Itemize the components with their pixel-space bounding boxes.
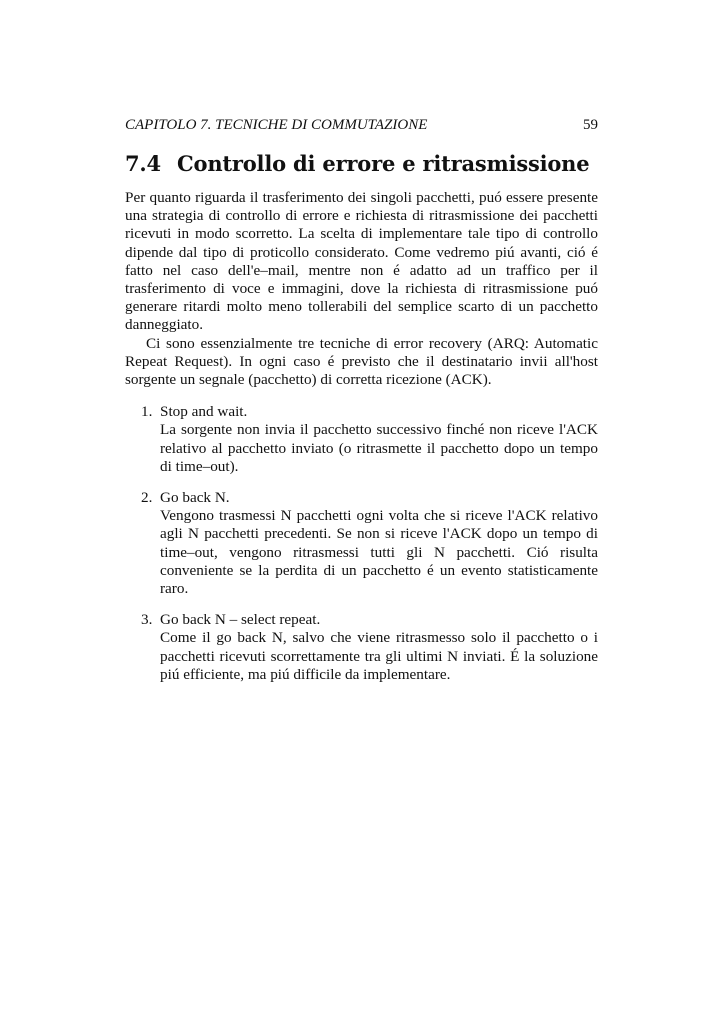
list-item [125,611,598,684]
chapter-heading: CAPITOLO 7. TECNICHE DI COMMUTAZIONE [125,117,428,133]
section-heading [125,149,598,179]
list-item-description: Come il go back N, salvo che viene ritrasmesso solo il pacchetto o i pacchetti ricevuti scorrettamente tra gli ultimi N inviati. É la soluzione piú efficiente, ma piú difficile da implementare. [160,629,598,683]
list-item-description: La sorgente non invia il pacchetto successivo finché non riceve l'ACK relativo al pacchetto inviato (o ritrasmette il pacchetto dopo un tempo di time–out). [160,421,598,475]
list-item [125,489,598,598]
list-marker: 2. [141,489,153,507]
section-body [125,189,598,684]
list-item [125,403,598,476]
paragraph-1: Per quanto riguarda il trasferimento dei singoli pacchetti, puó essere presente una strategia di controllo di errore e richiesta di ritrasmissione dei pacchetti ricevuti in modo scorretto. La scelta di implementare tale tipo di controllo dipende dal tipo di proticollo considerato. Come vedremo piú avanti, ció é fatto nel caso dell'e–mail, mentre non é adatto ad un traffico per il trasferimento di voce e immagini, dove la richiesta di ritrasmissione puó generare ritardi molto meno tollerabili del semplice scarto di un pacchetto danneggiato. [125,189,598,334]
section-number: 7.4 [125,151,161,176]
list-marker: 1. [141,403,153,421]
list-item-title: Go back N – select repeat. [160,611,321,629]
page-number: 59 [583,117,598,133]
document-page [125,114,598,697]
list-item-title: Stop and wait. [160,403,248,421]
running-header [125,114,598,136]
list-item-title: Go back N. [160,489,230,507]
paragraph-2: Ci sono essenzialmente tre tecniche di error recovery (ARQ: Automatic Repeat Request). In ogni caso é previsto che il destinatario invii all'host sorgente un segnale (pacchetto) di corretta ricezione (ACK). [125,334,598,389]
list-item-description: Vengono trasmessi N pacchetti ogni volta che si riceve l'ACK relativo agli N pacchetti precedenti. Se non si riceve l'ACK dopo un tempo di time–out, vengono ritrasmessi tutti gli N pacchetti. Ció risulta conveniente se la perdita di un pacchetto é un evento statisticamente raro. [160,507,598,598]
section-title: Controllo di errore e ritrasmissione [177,151,590,176]
list-marker: 3. [141,611,153,629]
arq-technique-list [125,403,598,684]
